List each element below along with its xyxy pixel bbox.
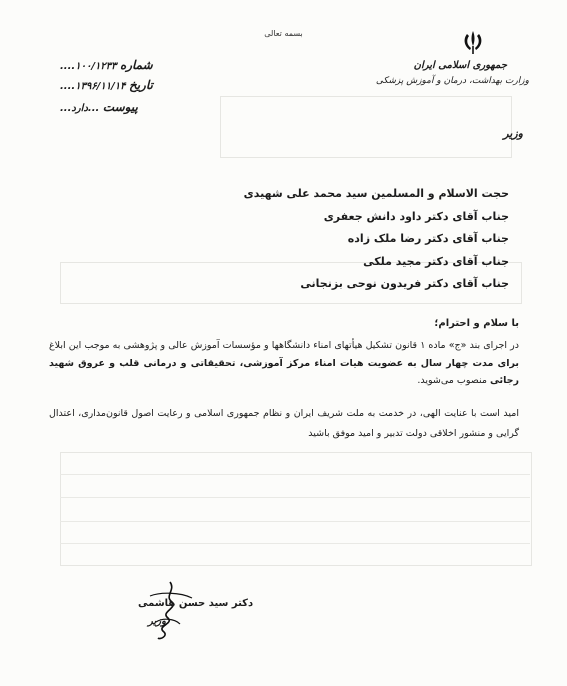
letter-closing: امید است با عنایت الهی، در خدمت به ملت شریف ایران و نظام جمهوری اسلامی و رعایت اصول قانون‌مداری، اعتدال گرایی و منشور اخلاقی دولت تدبیر و امید موفق باشید (49, 408, 519, 439)
recipient-line: جناب آقای دکتر فریدون نوحی بزنجانی (300, 277, 509, 290)
country-name: جمهوری اسلامی ایران (413, 60, 507, 71)
recipient-line: جناب آقای دکتر داود دانش جعفری (323, 209, 509, 223)
recipient-line: حجت الاسلام و المسلمین سید محمد علی شهیدی (243, 187, 509, 200)
iran-emblem-icon (458, 28, 488, 58)
background-form-line (60, 497, 530, 498)
letter-body (49, 337, 519, 390)
number-value: ۱۰۰/۱۲۳۳.... (60, 61, 117, 72)
date-label: تاریخ (128, 78, 153, 92)
background-form-box (220, 96, 512, 158)
letter-number (60, 58, 153, 72)
office-name: وزیر (503, 127, 523, 140)
number-label: شماره (119, 58, 153, 72)
attachment-value: ...دارد... (60, 103, 100, 114)
background-form-line (60, 543, 530, 544)
invocation-text: بسمه تعالی (264, 29, 303, 38)
recipient-line: جناب آقای دکتر مجید ملکی (363, 254, 509, 268)
body-text-part2: منصوب می‌شوید. (417, 375, 490, 386)
signer-name: دکتر سید حسن هاشمی (138, 598, 254, 609)
recipient-list (189, 183, 509, 296)
ministry-name: وزارت بهداشت، درمان و آموزش پزشکی (375, 76, 529, 86)
date-value: ۱۳۹۶/۱۱/۱۴.... (60, 81, 126, 92)
signer-title: وزیر (148, 616, 166, 627)
background-form-line (60, 474, 530, 475)
background-form-line (60, 521, 530, 522)
body-text-bold: برای مدت چهار سال به عضویت هیات امناء مرکز آموزشی، تحقیقاتی و درمانی قلب و عروق شهید رجائی (49, 357, 519, 386)
recipient-line: جناب آقای دکتر رضا ملک زاده (347, 232, 509, 245)
attachment-label: پیوست (102, 100, 138, 114)
greeting: با سلام و احترام؛ (434, 318, 519, 329)
body-text-part1: در اجرای بند «ج» ماده ۱ قانون تشکیل هیأتهای امناء دانشگاهها و مؤسسات آموزش عالی و پژوهشی به موجب این ابلاغ (49, 340, 519, 351)
letter-date (60, 78, 153, 92)
handwritten-signature (130, 578, 210, 642)
background-form-box (60, 452, 532, 566)
letter-attachment (60, 100, 138, 114)
